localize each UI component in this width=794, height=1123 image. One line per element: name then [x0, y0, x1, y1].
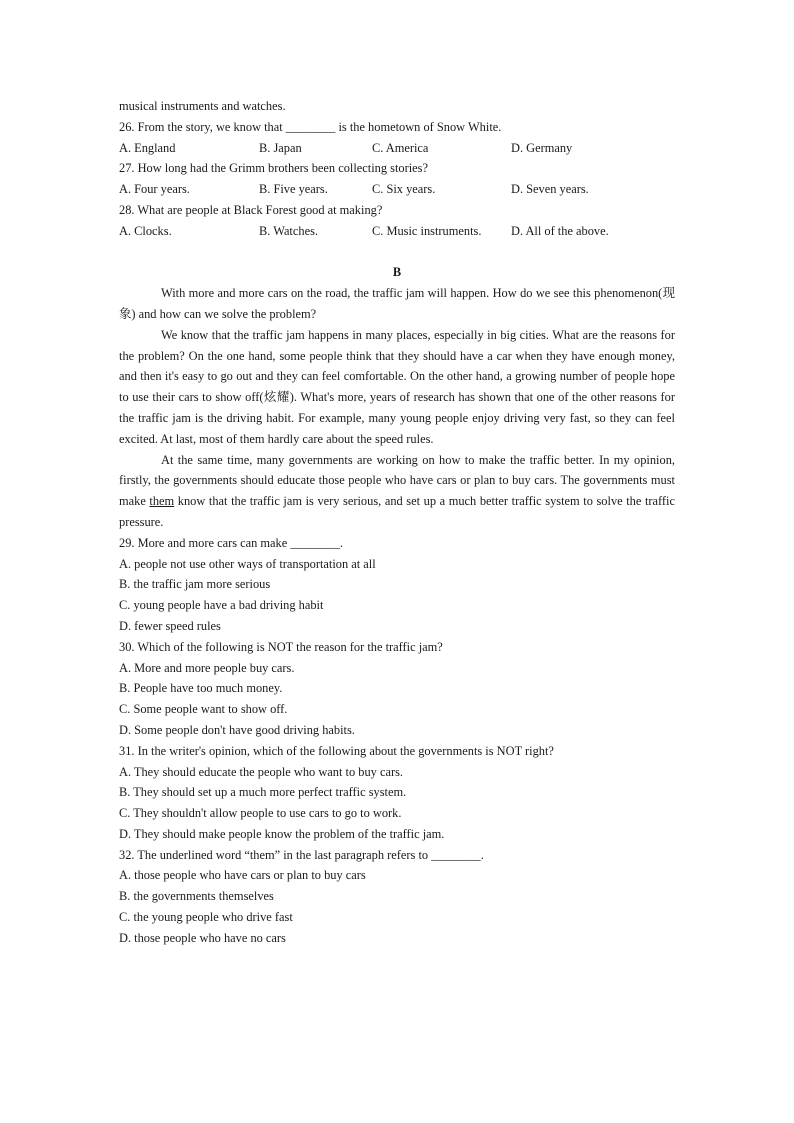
option-c: C. the young people who drive fast	[119, 910, 293, 925]
option-d: D. Some people don't have good driving habits.	[119, 722, 355, 737]
option-b: B. the governments themselves	[119, 889, 274, 904]
question-28-options	[119, 221, 675, 242]
paragraph-3-part-2: know that the traffic jam is very serious, and set up a much better traffic system to solve the traffic pressure.	[119, 494, 675, 529]
option-c: C. America	[372, 140, 429, 155]
option-d: D. fewer speed rules	[119, 618, 221, 633]
worksheet-page	[119, 96, 675, 949]
option-d: D. those people who have no cars	[119, 930, 286, 945]
carryover-text: musical instruments and watches.	[119, 99, 286, 113]
question-27-options	[119, 179, 675, 200]
option-c: C. young people have a bad driving habit	[119, 598, 324, 613]
option-a: A. They should educate the people who want to buy cars.	[119, 764, 403, 779]
option-d: D. They should make people know the problem of the traffic jam.	[119, 826, 445, 841]
option-b: B. They should set up a much more perfect traffic system.	[119, 785, 407, 800]
option-b: B. People have too much money.	[119, 681, 283, 696]
passage-paragraph-1: With more and more cars on the road, the traffic jam will happen. How do we see this phenomenon(现象) and how can we solve the problem?	[119, 286, 675, 321]
option-a: A. Four years.	[119, 182, 190, 197]
option-d: D. Seven years.	[511, 182, 589, 197]
option-a: A. people not use other ways of transportation at all	[119, 556, 376, 571]
section-b-title: B	[392, 265, 402, 280]
option-c: C. Six years.	[372, 182, 436, 197]
passage-paragraph-2: We know that the traffic jam happens in many places, especially in big cities. What are the reasons for the problem? On the one hand, some people think that they should have a car when they have enough money, and then it's easy to go out and they can feel comfortable. On the other hand, a growing number of people hope to use their cars to show off(炫耀). What's more, years of research has shown that one of the other reasons for the traffic jam is the driving habit. For example, many young people enjoy driving very fast, so they can feel excited. At last, most of them hardly care about the speed rules.	[119, 327, 675, 446]
option-b: B. Japan	[259, 140, 302, 155]
option-a: A. Clocks.	[119, 223, 172, 238]
option-a: A. those people who have cars or plan to buy cars	[119, 868, 366, 883]
option-c: C. Some people want to show off.	[119, 702, 288, 717]
question-28-stem: 28. What are people at Black Forest good at making?	[119, 202, 383, 217]
option-b: B. the traffic jam more serious	[119, 577, 271, 592]
option-b: B. Watches.	[259, 223, 318, 238]
paragraph-3-part-1: At the same time, many governments are working on how to make the traffic better. In my opinion, firstly, the governments should educate those people who have cars or plan to buy cars. The governments must make	[119, 452, 675, 509]
option-c: C. Music instruments.	[372, 223, 482, 238]
option-d: D. Germany	[511, 140, 573, 155]
option-a: A. More and more people buy cars.	[119, 660, 295, 675]
underlined-word-them: them	[149, 494, 175, 509]
option-b: B. Five years.	[259, 182, 328, 197]
option-a: A. England	[119, 140, 176, 155]
question-26-stem: 26. From the story, we know that ________ is the hometown of Snow White.	[119, 119, 502, 134]
question-31-stem: 31. In the writer's opinion, which of the following about the governments is NOT right?	[119, 743, 554, 758]
option-c: C. They shouldn't allow people to use cars to go to work.	[119, 806, 402, 821]
passage-paragraph-3	[119, 450, 675, 533]
question-27-stem: 27. How long had the Grimm brothers been collecting stories?	[119, 161, 429, 176]
question-29-stem: 29. More and more cars can make ________.	[119, 535, 343, 550]
question-32-stem: 32. The underlined word “them” in the last paragraph refers to ________.	[119, 847, 484, 862]
question-30-stem: 30. Which of the following is NOT the reason for the traffic jam?	[119, 639, 443, 654]
question-26-options	[119, 138, 675, 159]
option-d: D. All of the above.	[511, 223, 609, 238]
